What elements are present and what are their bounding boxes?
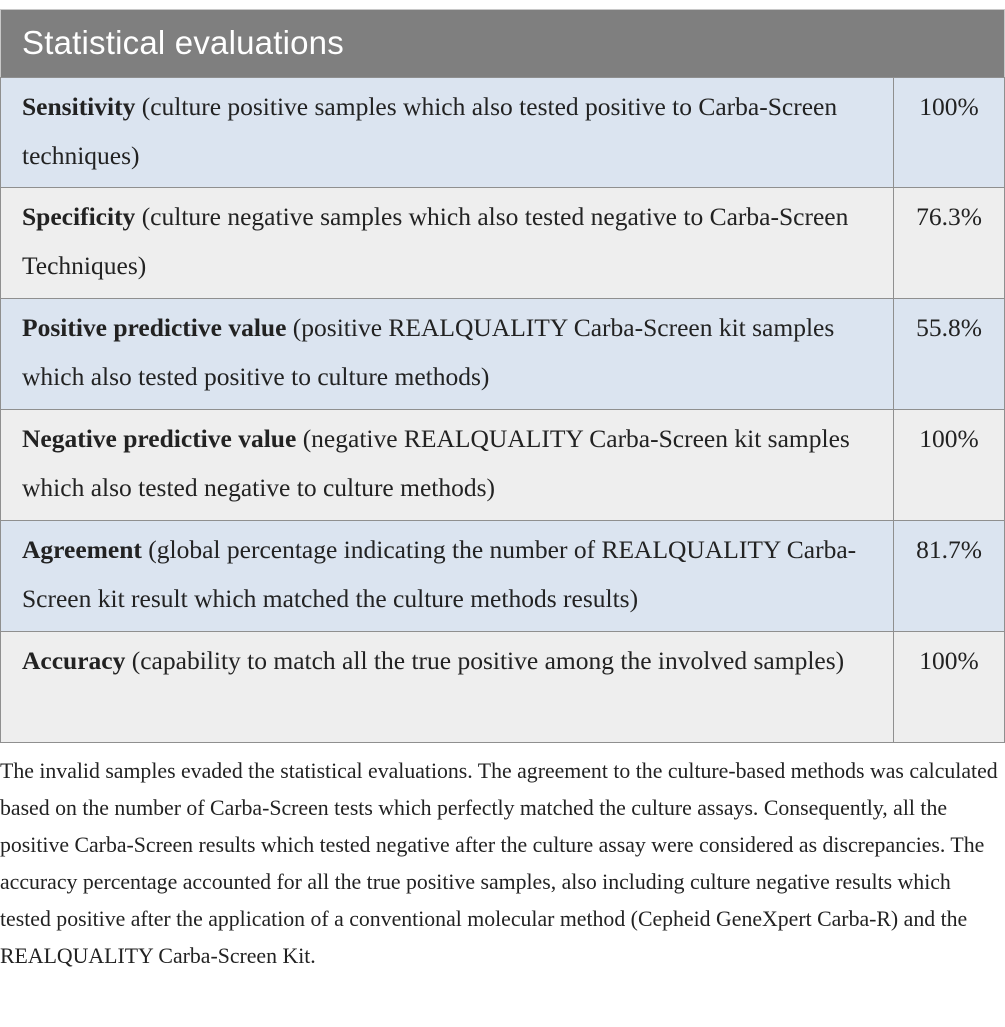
row-value-cell <box>894 410 1004 520</box>
row-value: 100% <box>919 424 979 453</box>
row-term: Negative predictive value <box>22 424 297 453</box>
table-row <box>0 188 1005 299</box>
row-value-cell <box>894 78 1004 187</box>
row-term-explanation: (capability to match all the true positive among the involved samples) <box>131 646 845 675</box>
row-value: 100% <box>919 646 979 675</box>
row-value: 81.7% <box>916 535 982 564</box>
row-term: Sensitivity <box>22 92 136 121</box>
row-description-cell <box>1 299 894 409</box>
row-term-explanation: (positive REALQUALITY Carba-Screen kit samples which also tested positive to culture methods) <box>22 313 835 391</box>
row-description <box>22 636 873 685</box>
row-value-cell <box>894 299 1004 409</box>
table-row <box>0 77 1005 188</box>
row-description <box>22 192 873 290</box>
table-header <box>0 9 1005 77</box>
table-row <box>0 521 1005 632</box>
row-description <box>22 82 873 180</box>
table-row <box>0 410 1005 521</box>
table-footnote: The invalid samples evaded the statistical evaluations. The agreement to the culture-based methods was calculated based on the number of Carba-Screen tests which perfectly matched the culture assays. Consequently, all the positive Carba-Screen results which tested negative after the culture assay were considered as discrepancies. The accuracy percentage accounted for all the true positive samples, also including culture negative results which tested positive after the application of a conventional molecular method (Cepheid GeneXpert Carba-R) and the REALQUALITY Carba-Screen Kit. <box>0 759 998 968</box>
row-term: Positive predictive value <box>22 313 287 342</box>
row-term: Accuracy <box>22 646 126 675</box>
row-value: 100% <box>919 92 979 121</box>
row-value: 55.8% <box>916 313 982 342</box>
table-row <box>0 632 1005 743</box>
row-term-explanation: (negative REALQUALITY Carba-Screen kit samples which also tested negative to culture methods) <box>22 424 850 502</box>
statistics-table <box>0 77 1005 743</box>
row-description-cell <box>1 521 894 631</box>
row-term-explanation: (global percentage indicating the number of REALQUALITY Carba-Screen kit result which matched the culture methods results) <box>22 535 857 613</box>
table-row <box>0 299 1005 410</box>
row-term-explanation: (culture positive samples which also tested positive to Carba-Screen techniques) <box>22 92 838 170</box>
row-value-cell <box>894 521 1004 631</box>
row-description-cell <box>1 188 894 298</box>
table-title: Statistical evaluations <box>22 24 344 61</box>
row-term-explanation: (culture negative samples which also tested negative to Carba-Screen Techniques) <box>22 202 849 280</box>
row-term: Specificity <box>22 202 136 231</box>
row-description <box>22 525 873 623</box>
row-value-cell <box>894 632 1004 742</box>
row-description-cell <box>1 632 894 742</box>
row-value-cell <box>894 188 1004 298</box>
row-description <box>22 414 873 512</box>
row-description-cell <box>1 410 894 520</box>
row-value: 76.3% <box>916 202 982 231</box>
row-description-cell <box>1 78 894 187</box>
row-term: Agreement <box>22 535 142 564</box>
row-description <box>22 303 873 401</box>
